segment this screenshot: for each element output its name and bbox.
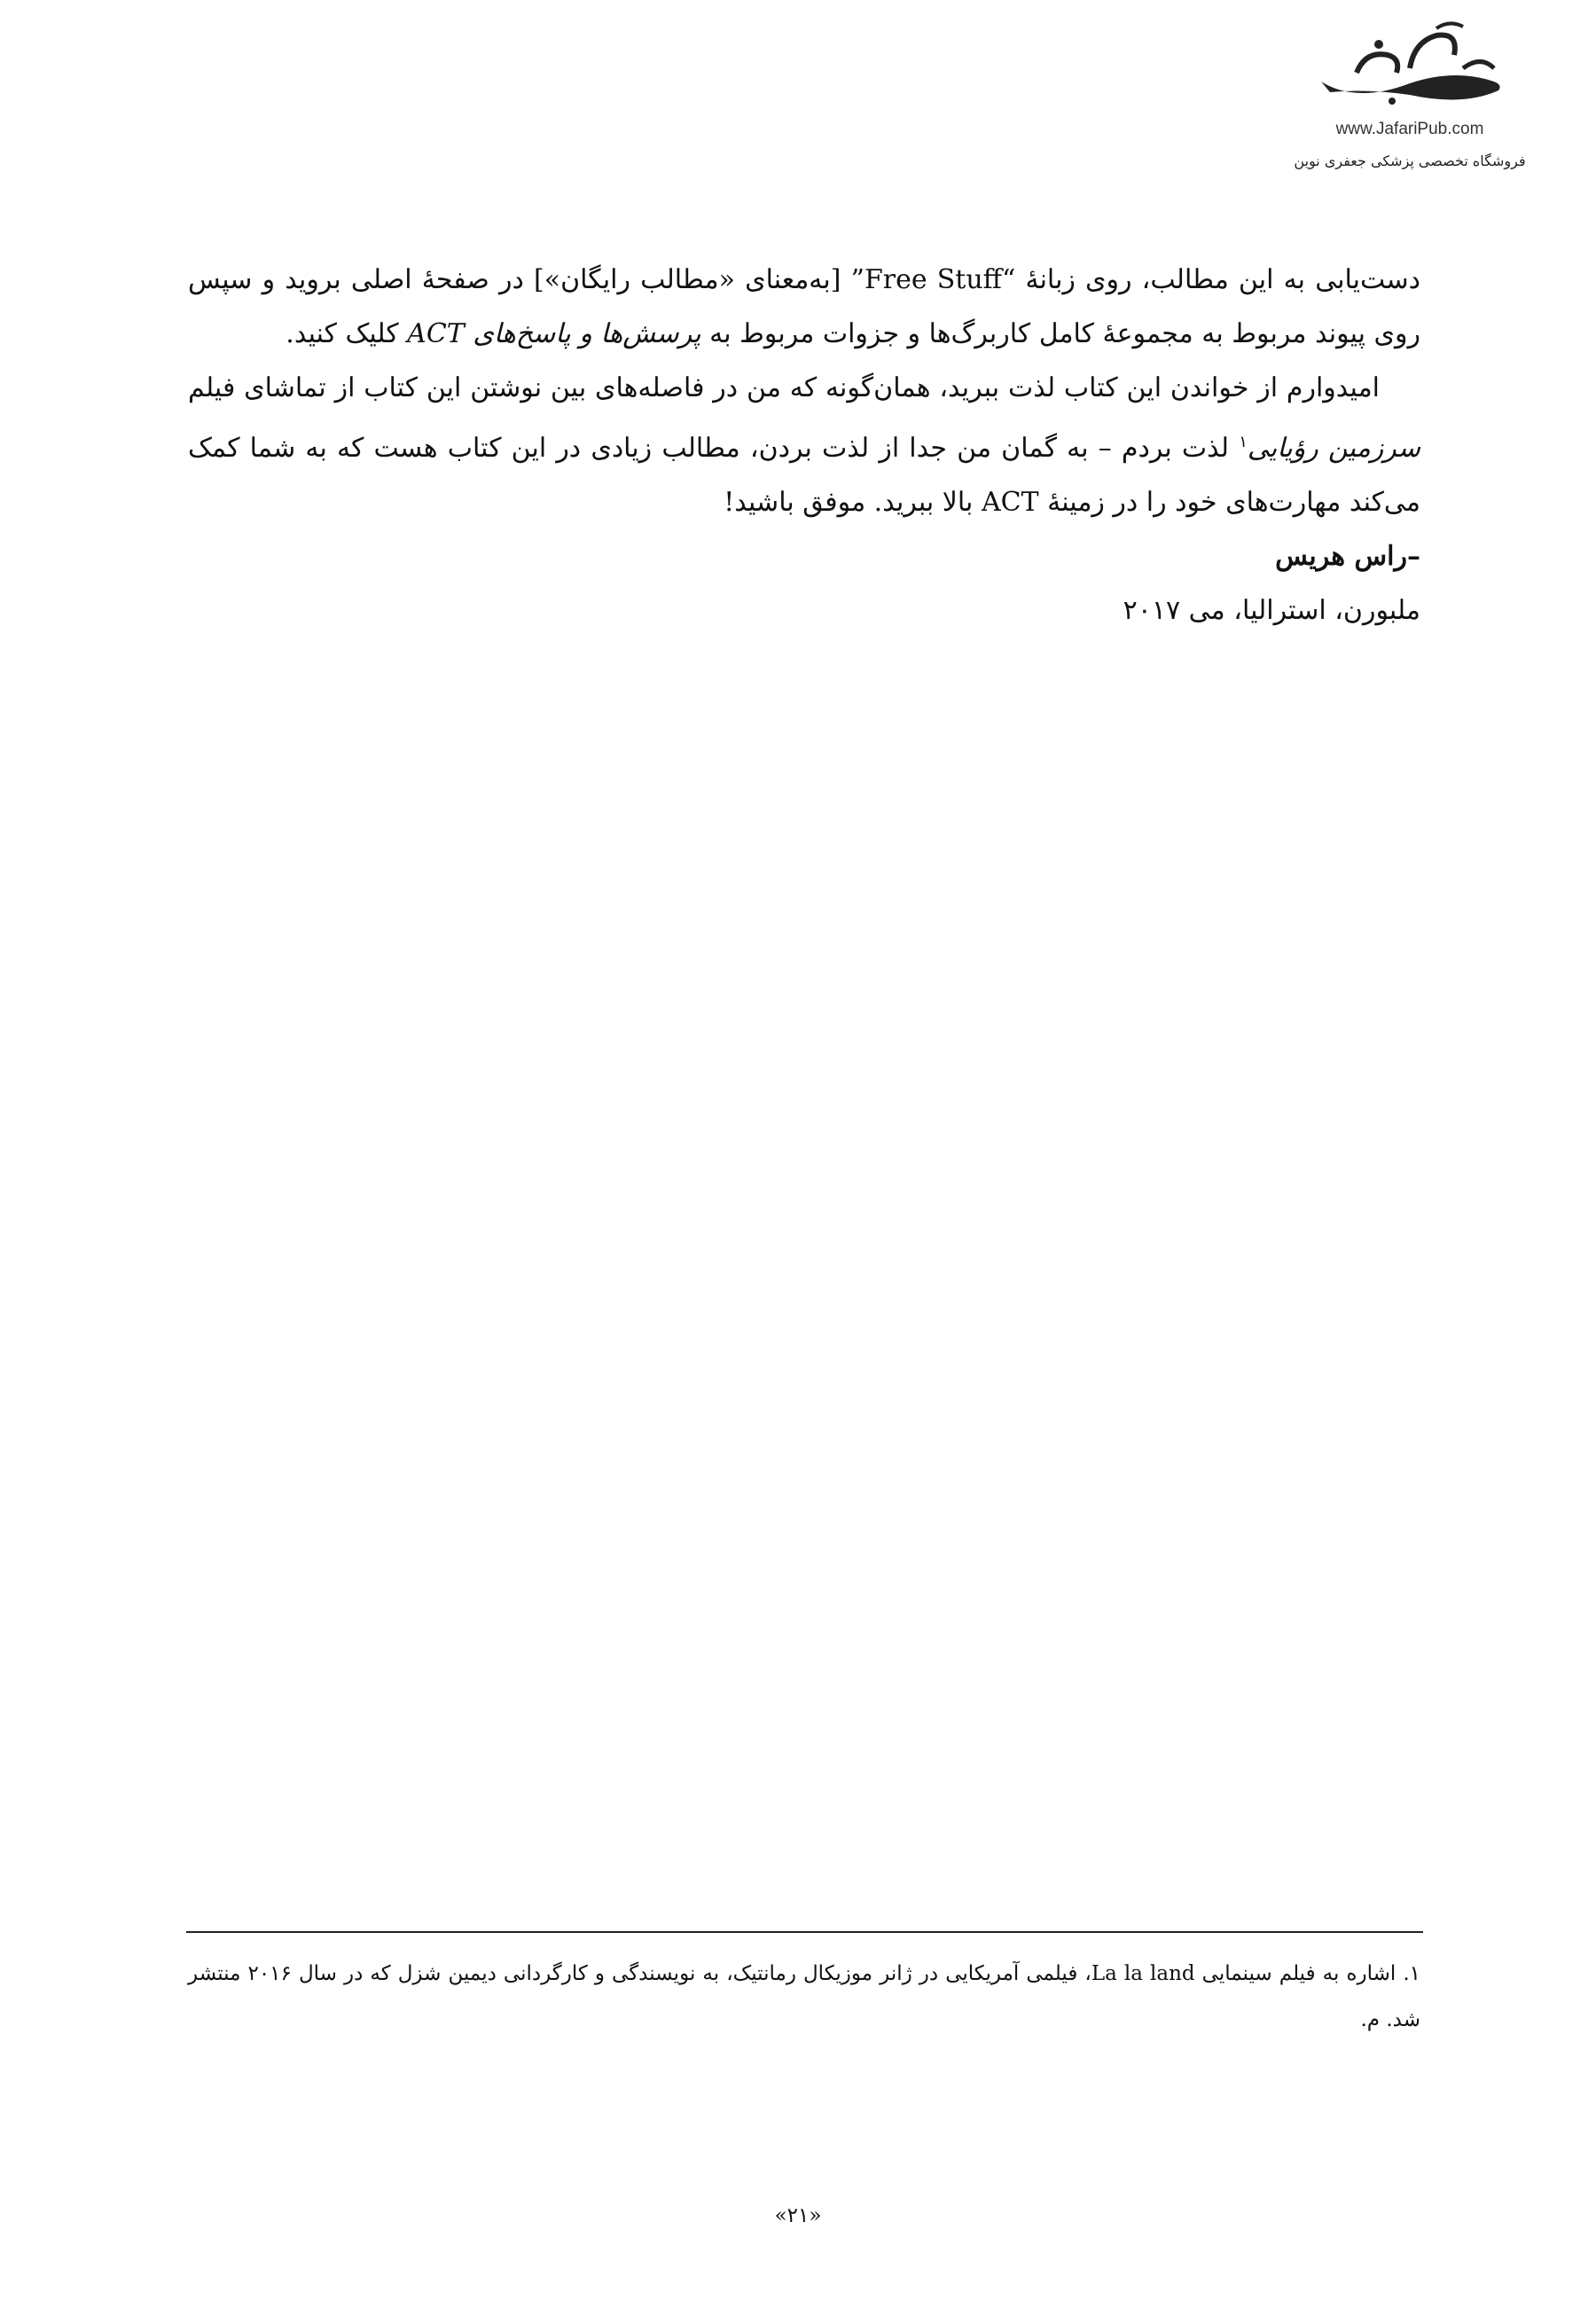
- italic-film-title: سرزمین رؤیایی: [1247, 433, 1420, 464]
- paragraph-1: دست‌یابی به این مطالب، روی زبانهٔ “Free Stuff” [به‌معنای «مطالب رایگان»] در صفحهٔ اصلی بروید و سپس روی پیوند مربوط به مجموعهٔ کامل کاربرگ‌ها و جزوات مربوط به پرسش‌ها و پاسخ‌های ACT کلیک کنید.: [188, 264, 1420, 349]
- signature: –راس هریس: [1275, 541, 1420, 572]
- publisher-logo: [1277, 20, 1543, 179]
- place-date: ملبورن، استرالیا، می ۲۰۱۷: [1123, 595, 1420, 626]
- logo-url: www.JafariPub.com: [1335, 120, 1484, 138]
- page-number: «۲۱»: [774, 2204, 822, 2227]
- footnote-separator: [186, 1931, 1423, 1933]
- italic-title: پرسش‌ها و پاسخ‌های ACT: [407, 318, 701, 349]
- footnote-marker: ۱: [1239, 433, 1248, 451]
- footnote: ۱. اشاره به فیلم سینمایی La la land، فیلمی آمریکایی در ژانر موزیکال رمانتیک، به نویسندگی و کارگردانی دیمین شزل که در سال ۲۰۱۶ منتشر شد. م.: [188, 1962, 1421, 2031]
- logo-tagline: فروشگاه تخصصی پزشکی جعفری نوین: [1294, 153, 1526, 169]
- paragraph-2: امیدوارم از خواندن این کتاب لذت ببرید، همان‌گونه که من در فاصله‌های بین نوشتن این کتاب از تماشای فیلم سرزمین رؤیایی$^۱$ لذت بردم – به گمان من جدا از لذت بردن، مطالب زیادی در این کتاب هست که به شما کمک می‌کند مهارت‌های خود را در زمینهٔ ACT بالا ببرید. موفق باشید!: [188, 372, 1420, 518]
- calligraphy-logo-icon: [1303, 20, 1516, 108]
- body-text: [188, 253, 1420, 638]
